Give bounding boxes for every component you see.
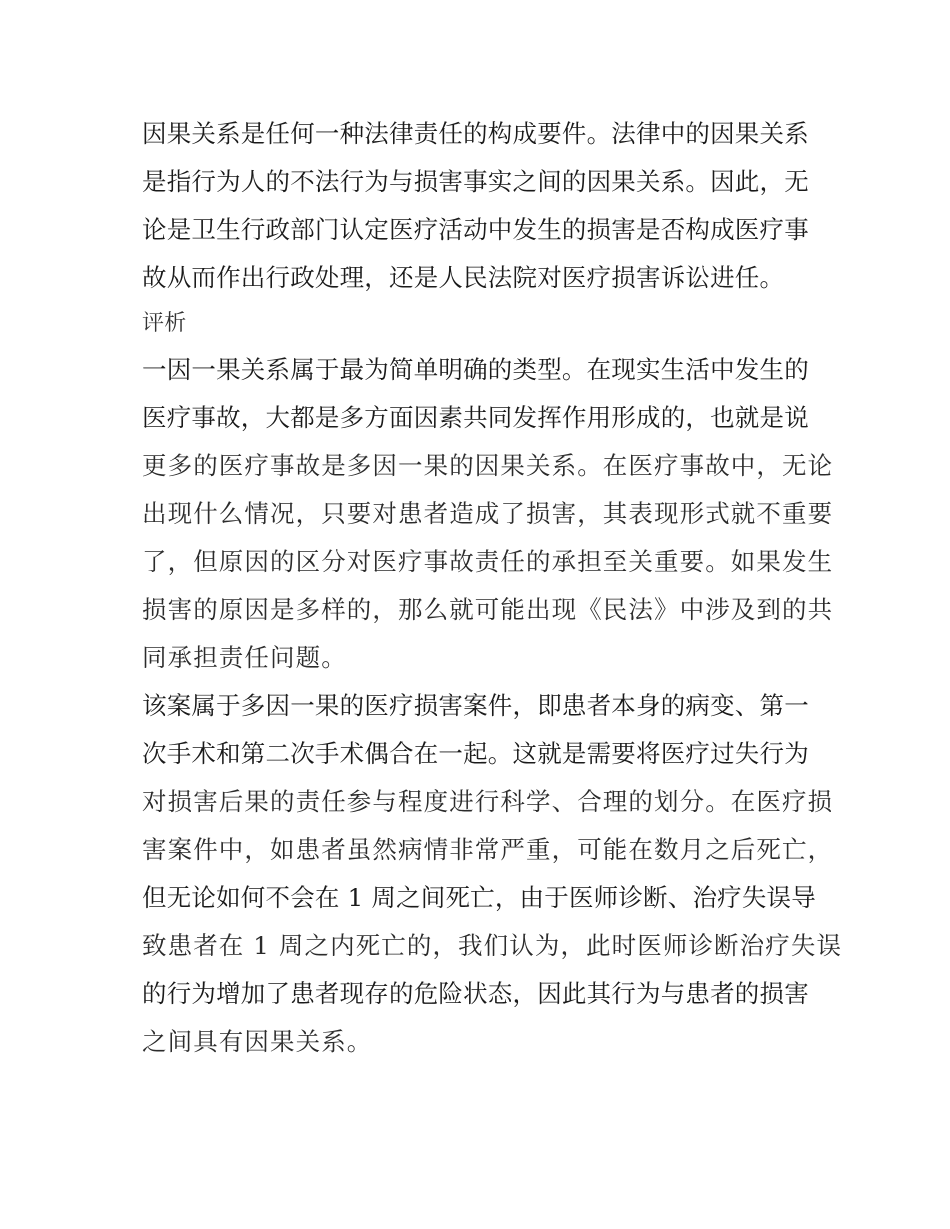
analysis2-line-1: 该案属于多因一果的医疗损害案件，即患者本身的病变、第一 — [142, 691, 809, 720]
section-heading: 评析 — [142, 311, 187, 336]
intro-line-1: 因果关系是任何一种法律责任的构成要件。法律中的因果关系 — [142, 119, 809, 148]
intro-paragraph — [142, 110, 812, 302]
analysis-paragraph-2 — [142, 682, 843, 1066]
analysis2-line-8: 之间具有因果关系。 — [142, 1027, 373, 1056]
analysis2-line-2: 次手术和第二次手术偶合在一起。这就是需要将医疗过失行为 — [142, 739, 809, 768]
analysis2-line-6: 致患者在 1 周之内死亡的，我们认为，此时医师诊断治疗失误 — [142, 931, 843, 960]
analysis2-line-3: 对损害后果的责任参与程度进行科学、合理的划分。在医疗损 — [142, 787, 834, 816]
analysis1-line-1: 一因一果关系属于最为简单明确的类型。在现实生活中发生的 — [142, 355, 809, 384]
analysis1-line-6: 损害的原因是多样的，那么就可能出现《民法》中涉及到的共 — [142, 595, 834, 624]
intro-line-3: 论是卫生行政部门认定医疗活动中发生的损害是否构成医疗事 — [142, 215, 809, 244]
intro-line-2: 是指行为人的不法行为与损害事实之间的因果关系。因此，无 — [142, 167, 809, 196]
analysis1-line-5: 了，但原因的区分对医疗事故责任的承担至关重要。如果发生 — [142, 547, 834, 576]
document-body — [142, 110, 843, 1066]
analysis2-line-5: 但无论如何不会在 1 周之间死亡，由于医师诊断、治疗失误导 — [142, 883, 816, 912]
analysis1-line-2: 医疗事故，大都是多方面因素共同发挥作用形成的，也就是说 — [142, 403, 809, 432]
intro-line-4: 故从而作出行政处理，还是人民法院对医疗损害诉讼进任。 — [142, 263, 785, 292]
analysis1-line-7: 同承担责任问题。 — [142, 643, 347, 672]
analysis1-line-3: 更多的医疗事故是多因一果的因果关系。在医疗事故中，无论 — [142, 451, 834, 480]
analysis2-line-4: 害案件中，如患者虽然病情非常严重，可能在数月之后死亡， — [142, 835, 834, 864]
analysis-paragraph-1 — [142, 346, 834, 682]
analysis2-line-7: 的行为增加了患者现存的危险状态，因此其行为与患者的损害 — [142, 979, 809, 1008]
analysis1-line-4: 出现什么情况，只要对患者造成了损害，其表现形式就不重要 — [142, 499, 834, 528]
